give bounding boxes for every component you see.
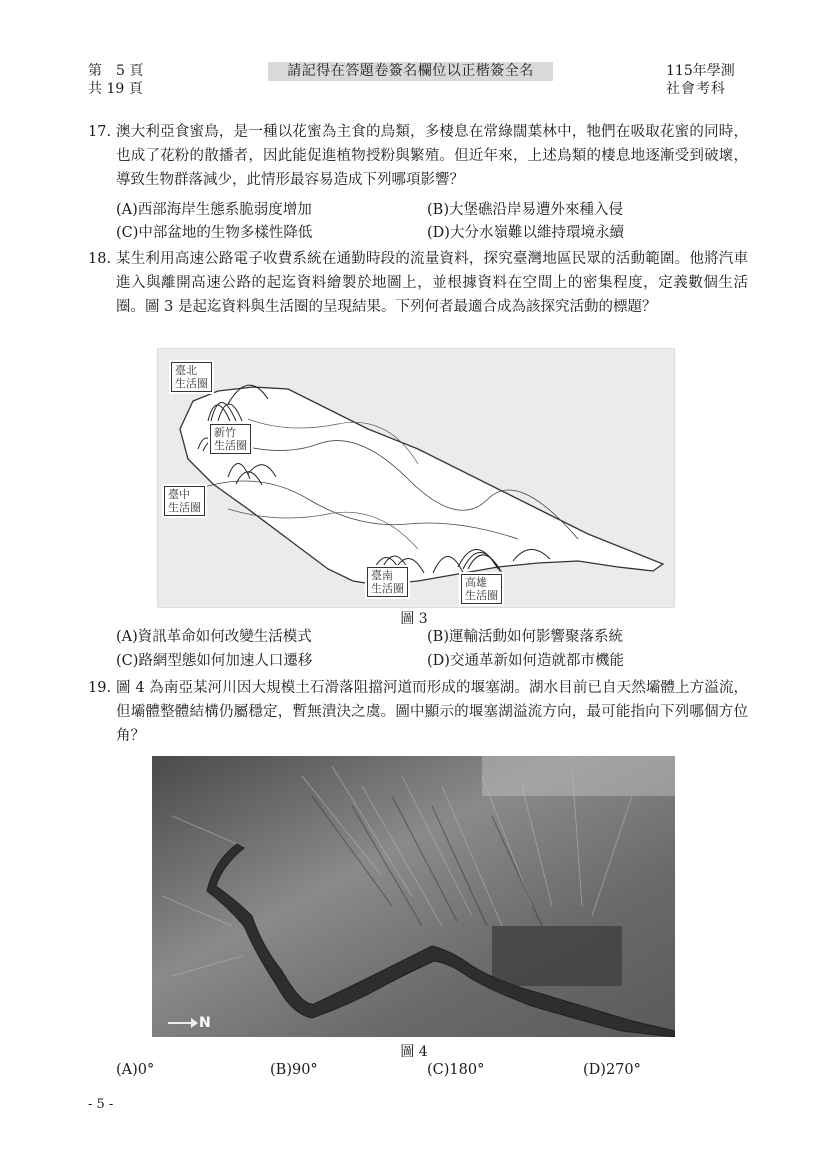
exam-year: 115年學測: [666, 63, 735, 79]
option-d: (D)交通革新如何造就都市機能: [427, 653, 624, 669]
question-text: 某生利用高速公路電子收費系統在通勤時段的流量資料，探究臺灣地區民眾的活動範圍。他將汽車進入與離開高速公路的起迄資料繪製於地圖上，並根據資料在空間上的密集程度，定義數個生活圈。圖 3 是起迄資料與生活圈的呈現結果。下列何者最適合成為該探究活動的標題？: [116, 251, 748, 315]
taiwan-map-graphic: [158, 349, 674, 607]
question-17: [88, 120, 748, 192]
question-number: 17.: [88, 124, 112, 140]
option-c: (C)路網型態如何加速人口遷移: [116, 653, 313, 669]
landslide-lake-graphic: [152, 756, 675, 1037]
option-a: (A)資訊革命如何改變生活模式: [116, 629, 312, 645]
north-arrow: [168, 1015, 211, 1031]
figure-4-caption: 圖 4: [400, 1044, 428, 1060]
question-text: 圖 4 為南亞某河川因大規模土石滑落阻擋河道而形成的堰塞湖。湖水目前已自天然壩體上方溢流，但壩體整體結構仍屬穩定，暫無潰決之虞。圖中顯示的堰塞湖溢流方向，最可能指向下列哪個方位角？: [116, 680, 748, 744]
question-19: [88, 676, 748, 748]
label-kaohsiung: 高雄 生活圈: [461, 574, 502, 604]
label-tainan: 臺南 生活圈: [367, 567, 408, 597]
question-number: 19.: [88, 680, 112, 696]
question-number: 18.: [88, 251, 112, 267]
label-taichung: 臺中 生活圈: [164, 486, 205, 516]
question-18: [88, 247, 748, 319]
north-label: N: [199, 1015, 211, 1031]
page-number-label: 第 5 頁: [88, 63, 144, 79]
total-pages-label: 共 19 頁: [88, 81, 143, 97]
option-a: (A)0°: [116, 1062, 155, 1078]
option-c: (C)180°: [427, 1062, 485, 1078]
option-d: (D)大分水嶺難以維持環境永續: [427, 225, 624, 241]
option-a: (A)西部海岸生態系脆弱度增加: [116, 202, 312, 218]
label-taipei: 臺北 生活圈: [171, 362, 212, 392]
figure-3-map: [157, 348, 675, 608]
figure-4-satellite-image: [152, 756, 675, 1037]
arrow-icon: [168, 1022, 196, 1024]
figure-3-caption: 圖 3: [400, 611, 428, 627]
option-d: (D)270°: [583, 1062, 641, 1078]
option-b: (B)大堡礁沿岸易遭外來種入侵: [427, 202, 623, 218]
option-b: (B)90°: [270, 1062, 318, 1078]
option-c: (C)中部盆地的生物多樣性降低: [116, 225, 313, 241]
question-text: 澳大利亞食蜜鳥，是一種以花蜜為主食的鳥類，多棲息在常綠闊葉林中，牠們在吸取花蜜的同時，也成了花粉的散播者，因此能促進植物授粉與繁殖。但近年來，上述鳥類的棲息地逐漸受到破壞，導致生物群落減少，此情形最容易造成下列哪項影響？: [116, 124, 748, 188]
label-hsinchu: 新竹 生活圈: [210, 424, 251, 454]
option-b: (B)運輸活動如何影響聚落系統: [427, 629, 623, 645]
subject-label: 社會考科: [666, 81, 726, 97]
signature-notice: 請記得在答題卷簽名欄位以正楷簽全名: [268, 62, 553, 81]
page-footer-number: - 5 -: [88, 1097, 114, 1112]
